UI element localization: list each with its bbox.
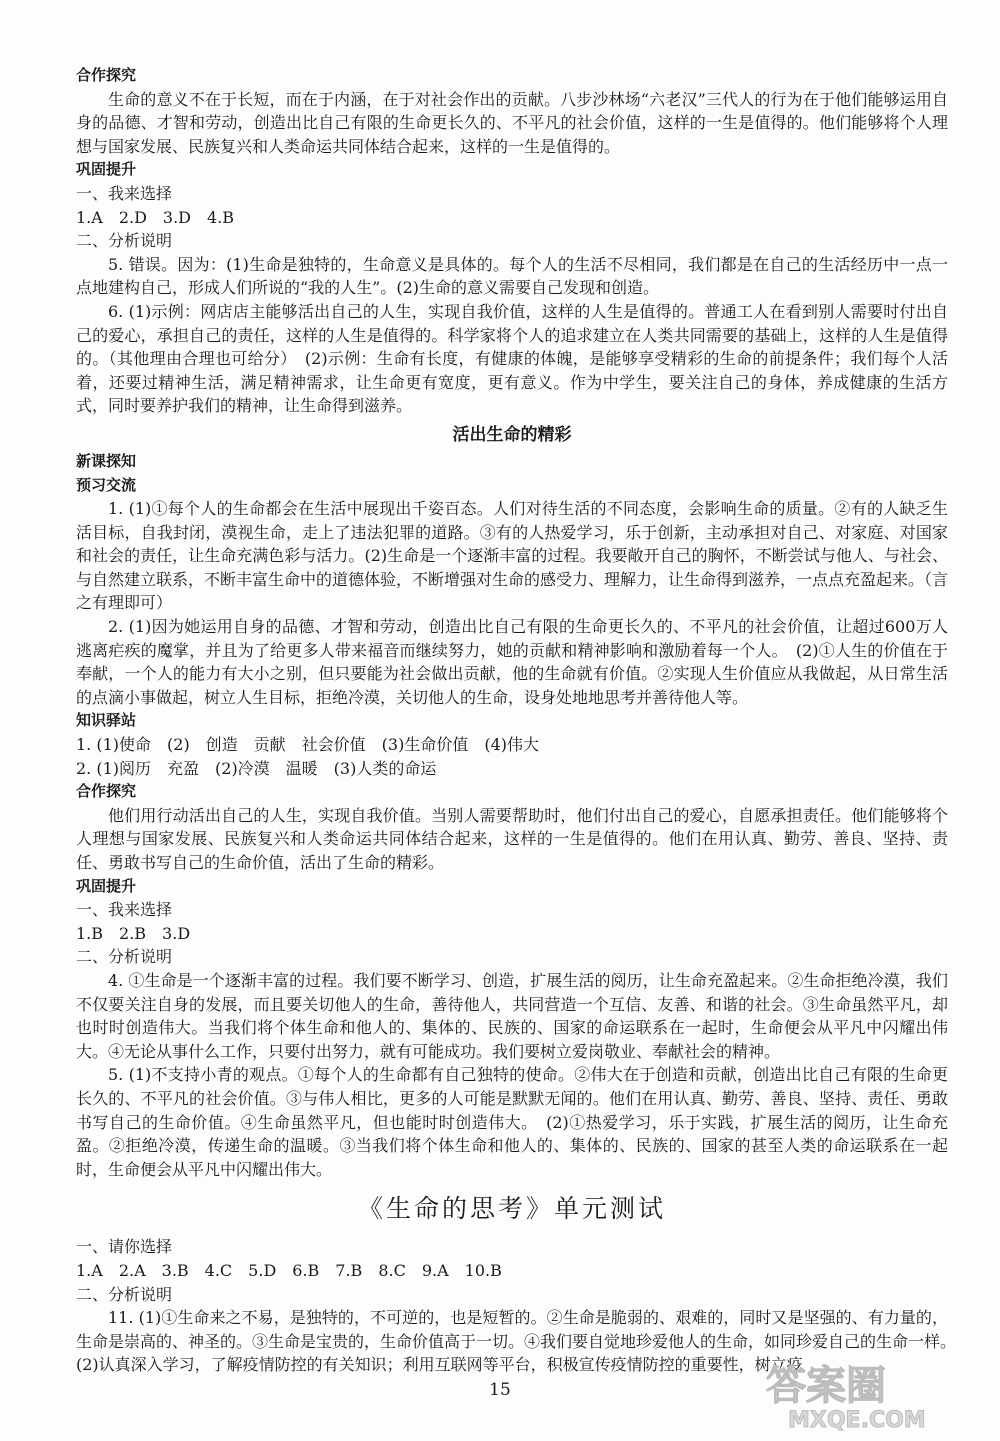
watermark-url-text: MXQE.COM bbox=[788, 1408, 926, 1433]
answer-q5: 5. 错误。因为：(1)生命是独特的，生命意义是具体的。每个人的生活不尽相同，我们都是在自己的生活经历中一点一点地建构自己，形成人们所说的“我的人生”。(2)生命的意义需要自己发现和创造。 bbox=[76, 254, 948, 298]
choice-answers-3: 1.A 2.A 3.B 4.C 5.D 6.B 7.B 8.C 9.A 10.B bbox=[76, 1260, 502, 1280]
knowledge-answer-2: 2. (1)阅历 充盈 (2)冷漠 温暖 (3)人类的命运 bbox=[76, 758, 437, 778]
subheading-analysis-2: 二、分析说明 bbox=[76, 947, 173, 967]
heading-consolidation-2: 巩固提升 bbox=[76, 876, 137, 895]
choice-answers-2: 1.B 2.B 3.D bbox=[76, 923, 191, 943]
subheading-choice: 一、我来选择 bbox=[76, 183, 173, 203]
subheading-choice-2: 一、我来选择 bbox=[76, 900, 173, 920]
cooperative-inquiry-text: 生命的意义不在于长短，而在于内涵，在于对社会作出的贡献。八步沙林场“六老汉”三代人的行为在于他们能够运用自身的品德、才智和劳动，创造出比自己有限的生命更长久的、不平凡的社会价值，这样的一生是值得的。他们能够将个人理想与国家发展、民族复兴和人类命运共同体结合起来，这样的一生是值得的。 bbox=[76, 89, 948, 156]
page-number: 15 bbox=[489, 1380, 511, 1400]
watermark-main-text: 答案圈 bbox=[766, 1363, 886, 1409]
preview-answer-2: 2. (1)因为她运用自身的品德、才智和劳动，创造出比自己有限的生命更长久的、不平凡的社会价值，让超过600万人逃离疟疾的魔掌，并且为了给更多人带来福音而继续努力，她的贡献和精神影响和激励着每一个人。 (2)①人生的价值在于奉献，一个人的能力有大小之别，但只要能为社会做出贡献，他的生命就有价值。②实现人生价值应从我做起，从日常生活的点滴小事做起，树立人生目标，拒绝冷漠，关切他人的生命，设身处地地思考并善待他人等。 bbox=[76, 617, 948, 707]
answer-q11: 11. (1)①生命来之不易，是独特的，不可逆的，也是短暂的。②生命是脆弱的、艰难的，同时又是坚强的、有力量的，生命是崇高的、神圣的。③生命是宝贵的，生命价值高于一切。④我们要自觉地珍爱他人的生命，如同珍爱自己的生命一样。 (2)认真深入学习，了解疫情防控的有关知识；利用互联网等平台，积极宣传疫情防控的重要性，树立疫 bbox=[76, 1308, 965, 1375]
knowledge-answer-1: 1. (1)使命 (2) 创造 贡献 社会价值 (3)生命价值 (4)伟大 bbox=[76, 735, 540, 755]
heading-preview: 预习交流 bbox=[76, 475, 137, 494]
heading-new-lesson: 新课探知 bbox=[76, 451, 137, 470]
section-title-live-brilliantly: 活出生命的精彩 bbox=[452, 424, 572, 445]
subheading-analysis: 二、分析说明 bbox=[76, 231, 173, 251]
preview-answer-1: 1. (1)①每个人的生命都会在生活中展现出千姿百态。人们对待生活的不同态度，会影响生命的质量。②有的人缺乏生活目标，自我封闭，漠视生命，走上了违法犯罪的道路。③有的人热爱学习，乐于创新，主动承担对自己、对家庭、对国家和社会的责任，让生命充满色彩与活力。(2)生命是一个逐渐丰富的过程。我要敞开自己的胸怀，不断尝试与他人、与社会、与自然建立联系，不断丰富生命中的道德体验，不断增强对生命的感受力、理解力，让生命得到滋养，一点点充盈起来。（言之有理即可） bbox=[76, 499, 949, 613]
answer-q5-b: 5. (1)不支持小青的观点。①每个人的生命都有自己独特的使命。②伟大在于创造和贡献，创造出比自己有限的生命更长久的、不平凡的社会价值。③与伟人相比，更多的人可能是默默无闻的。他们在用认真、勤劳、善良、坚持、责任、勇敢书写自己的生命价值。④生命虽然平凡，但也能时时创造伟大。 (2)①热爱学习，乐于实践，扩展生活的阅历，让生命充盈。②拒绝冷漠，传递生命的温暖。③当我们将个体生命和他人的、集体的、民族的、国家的甚至人类的命运联系在一起时，生命便会从平凡中闪耀出伟大。 bbox=[76, 1065, 948, 1179]
unit-test-title: 《生命的思考》单元测试 bbox=[357, 1194, 666, 1224]
heading-cooperative-inquiry-2: 合作探究 bbox=[76, 782, 137, 801]
cooperative-inquiry-text-2: 他们用行动活出自己的人生，实现自我价值。当别人需要帮助时，他们付出自己的爱心，自愿承担责任。他们能够将个人理想与国家发展、民族复兴和人类命运共同体结合起来，这样的一生是值得的。他们在用认真、勤劳、善良、坚持、责任、勇敢书写自己的生命价值，活出了生命的精彩。 bbox=[76, 805, 948, 872]
watermark-logo bbox=[758, 1353, 988, 1433]
answer-q6: 6. (1)示例：网店店主能够活出自己的人生，实现自我价值，这样的人生是值得的。普通工人在看到别人需要时付出自己的爱心，承担自己的责任，这样的人生是值得的。科学家将个人的追求建立在人类共同需要的基础上，这样的人生是值得的。（其他理由合理也可给分） (2)示例：生命有长度，有健康的体魄，是能够享受精彩的生命的前提条件；我们每个人活着，还要过精神生活，满足精神需求，让生命更有宽度，更有意义。作为中学生，要关注自己的身体，养成健康的生活方式，同时要养护我们的精神，让生命得到滋养。 bbox=[76, 301, 948, 416]
heading-consolidation: 巩固提升 bbox=[76, 160, 137, 179]
answer-page bbox=[76, 64, 965, 1377]
subheading-analysis-3: 二、分析说明 bbox=[76, 1284, 173, 1304]
subheading-choice-3: 一、请你选择 bbox=[76, 1237, 173, 1257]
heading-knowledge-station: 知识驿站 bbox=[76, 711, 137, 730]
answer-q4: 4. ①生命是一个逐渐丰富的过程。我们要不断学习、创造，扩展生活的阅历，让生命充盈起来。②生命拒绝冷漠，我们不仅要关注自身的发展，而且要关切他人的生命，善待他人，共同营造一个互信、友善、和谐的社会。③生命虽然平凡，却也时时创造伟大。当我们将个体生命和他人的、集体的、民族的、国家的命运联系在一起时，生命便会从平凡中闪耀出伟大。④无论从事什么工作，只要付出努力，就有可能成功。我们要树立爱岗敬业、奉献社会的精神。 bbox=[76, 970, 948, 1061]
heading-cooperative-inquiry: 合作探究 bbox=[76, 66, 137, 84]
choice-answers: 1.A 2.D 3.D 4.B bbox=[76, 207, 235, 227]
